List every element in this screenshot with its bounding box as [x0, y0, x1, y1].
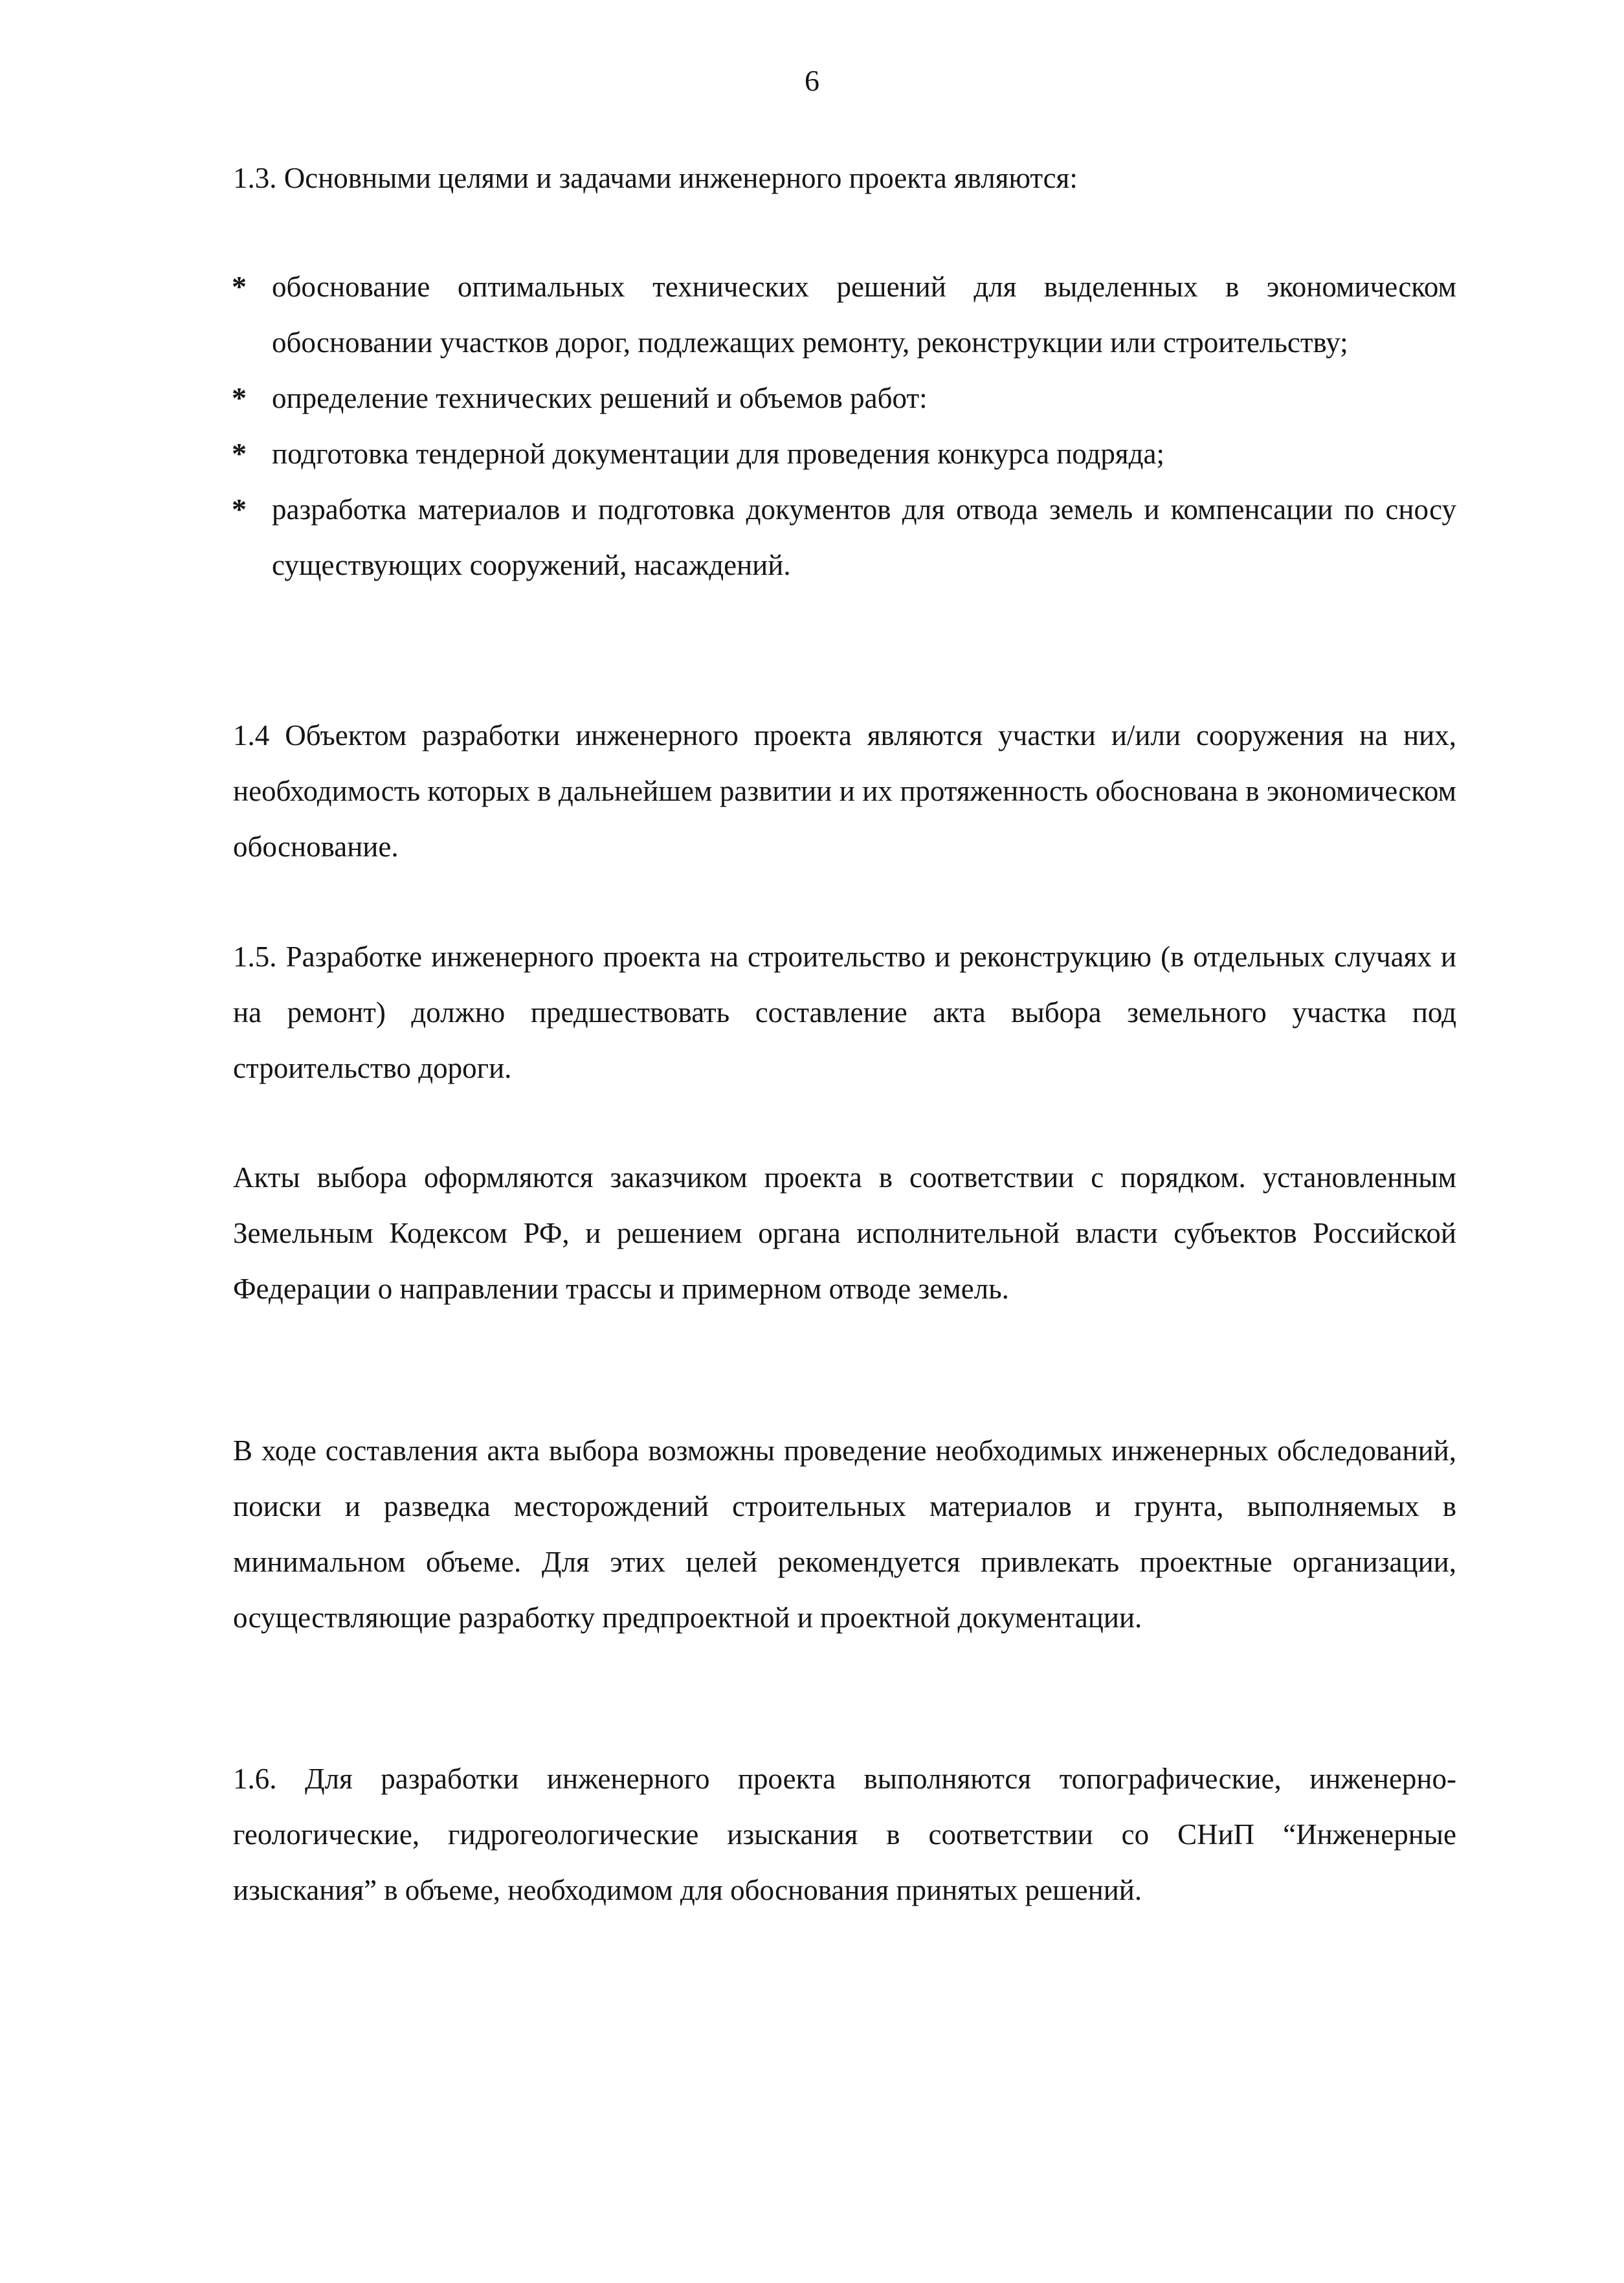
- section-1-3-goals-list: [232, 259, 1456, 593]
- page-number: 6: [805, 64, 819, 97]
- list-item: [232, 259, 1456, 370]
- selection-course-paragraph: В ходе составления акта выбора возможны проведение необходимых инженерных обследований, поиски и разведка месторождений строительных материалов и грунта, выполняемых в минимальном объеме. Для этих целей рекомендуется привлекать проектные организации, осуществляющие разработку предпроектной и проектной документации.: [233, 1434, 1456, 1634]
- section-1-6-paragraph: 1.6. Для разработки инженерного проекта выполняются топографические, инженерно-геологические, гидрогеологические изыскания в соответствии со СНиП “Инженерные изыскания” в объеме, необходимом для обоснования принятых решений.: [233, 1763, 1456, 1906]
- list-item-text: определение технических решений и объемов работ:: [272, 382, 928, 414]
- list-item-text: подготовка тендерной документации для проведения конкурса подряда;: [272, 438, 1165, 470]
- list-item-text: обоснование оптимальных технических решений для выделенных в экономическом обосновании участков дорог, подлежащих ремонту, реконструкции или строительству;: [272, 271, 1456, 359]
- list-item: [232, 482, 1456, 593]
- bullet-marker: *: [232, 437, 247, 470]
- list-item: [232, 370, 1456, 426]
- list-item: [232, 426, 1456, 482]
- bullet-marker: *: [232, 381, 247, 414]
- acts-paragraph: Акты выбора оформляются заказчиком проекта в соответствии с порядком. установленным Земельным Кодексом РФ, и решением органа исполнительной власти субъектов Российской Федерации о направлении трассы и примерном отводе земель.: [233, 1161, 1456, 1305]
- section-1-5-paragraph: 1.5. Разработке инженерного проекта на строительство и реконструкцию (в отдельных случаях и на ремонт) должно предшествовать составление акта выбора земельного участка под строительство дороги.: [233, 941, 1456, 1084]
- section-1-3-heading: 1.3. Основными целями и задачами инженерного проекта являются:: [233, 162, 1078, 194]
- section-1-4-paragraph: 1.4 Объектом разработки инженерного проекта являются участки и/или сооружения на них, необходимость которых в дальнейшем развитии и их протяженность обоснована в экономическом обоснование.: [233, 719, 1456, 863]
- bullet-marker: *: [232, 270, 247, 303]
- list-item-text: разработка материалов и подготовка документов для отвода земель и компенсации по сносу существующих сооружений, насаждений.: [272, 493, 1456, 581]
- bullet-marker: *: [232, 493, 247, 526]
